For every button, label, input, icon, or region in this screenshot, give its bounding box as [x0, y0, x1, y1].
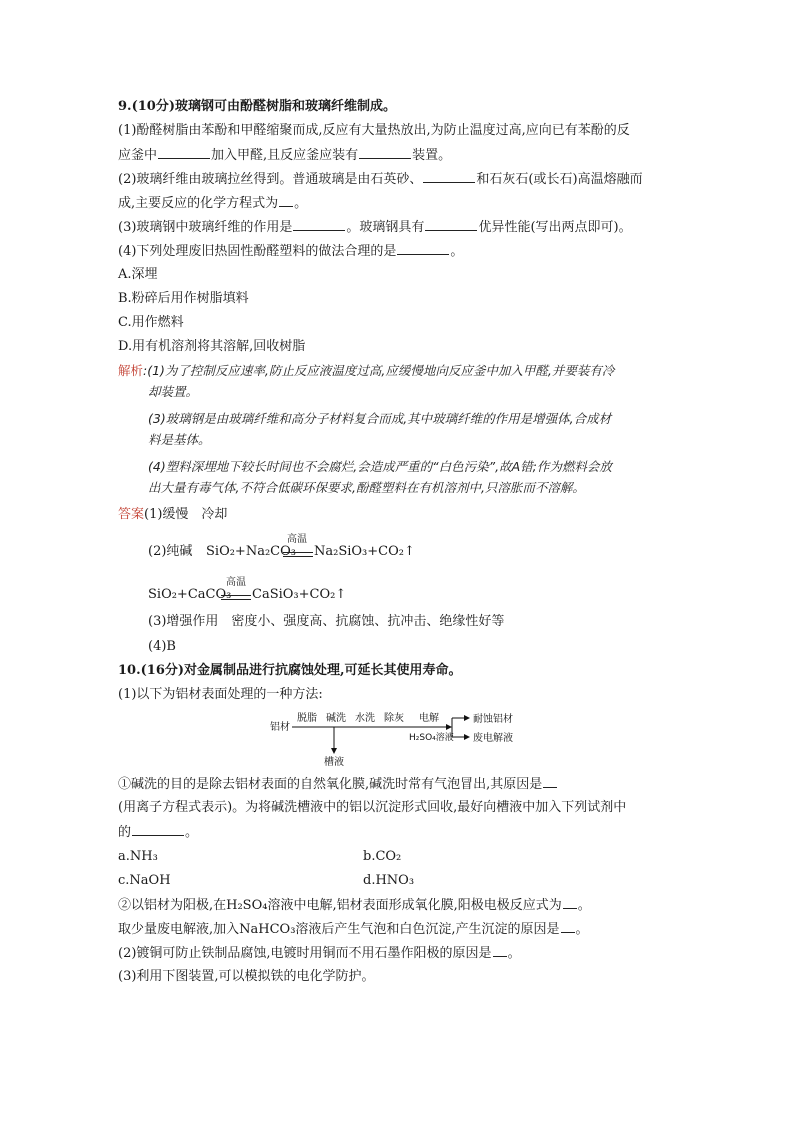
- eq2-double-bar: [221, 595, 251, 600]
- q10-i2b-end: 。: [575, 922, 589, 937]
- q10-option-d: d.HNO₃: [363, 873, 415, 888]
- q9-p2a-post: 和石灰石(或长石)高温熔融而: [476, 172, 643, 187]
- flow-step-electrolysis: 电解: [419, 713, 439, 724]
- q9-blank-2[interactable]: [359, 146, 411, 159]
- q10-option-b: b.CO₂: [363, 849, 402, 864]
- q10-option-c: c.NaOH: [118, 873, 171, 888]
- q10-i1c-pre: 的: [118, 825, 132, 840]
- flow-output-corrosion-resistant: 耐蚀铝材: [473, 714, 513, 725]
- q10-i2a-end: 。: [577, 898, 591, 913]
- q9-analysis-line6: 出大量有毒气体,不符合低碳环保要求,酚醛塑料在有机溶剂中,只溶胀而不溶解。: [148, 480, 585, 495]
- q9-p4-post: 。: [450, 244, 464, 259]
- q10-blank-2[interactable]: [132, 823, 184, 836]
- eq1-double-bar: [283, 552, 313, 557]
- flow-output-waste-electrolyte: 废电解液: [473, 733, 513, 744]
- q9-p1b-post: 装置。: [412, 148, 452, 163]
- q9-p1b-pre: 应釜中: [118, 148, 158, 163]
- eq2-condition: 高温: [226, 577, 246, 588]
- flow-top-arrowhead: [464, 715, 470, 721]
- q10-options-row1: [118, 848, 678, 866]
- q9-p3-post: 优异性能(写出两点即可)。: [478, 220, 632, 235]
- q9-p2b-end: 。: [294, 196, 308, 211]
- flow-step-alkali-wash: 碱洗: [326, 713, 346, 724]
- q10-item2-line2: [118, 920, 678, 939]
- q10-p2-end: 。: [507, 946, 521, 961]
- answer-2-label: (2)纯碱: [148, 544, 193, 559]
- q10-i1c-post: 。: [185, 825, 199, 840]
- q10-stem: [118, 662, 678, 680]
- q10-part1: (1)以下为铝材表面处理的一种方法:: [118, 687, 323, 702]
- q10-blank-4[interactable]: [561, 920, 575, 933]
- q10-stem-text: 10.(16分)对金属制品进行抗腐蚀处理,可延长其使用寿命。: [118, 663, 462, 678]
- q10-options-row2: [118, 872, 678, 890]
- q9-blank-5[interactable]: [293, 218, 345, 231]
- q10-p2: (2)镀铜可防止铁制品腐蚀,电镀时用铜而不用石墨作阳极的原因是: [118, 946, 492, 961]
- q9-answer-line1: [118, 506, 678, 524]
- analysis-label: 解析: [118, 363, 144, 378]
- q10-i2a: ②以铝材为阳极,在H₂SO₄溶液中电解,铝材表面形成氧化膜,阳极电极反应式为: [118, 898, 562, 913]
- q10-part3: (3)利用下图装置,可以模拟铁的电化学防护。: [118, 969, 375, 984]
- q9-stem: [118, 98, 678, 116]
- q9-option-c: C.用作燃料: [118, 315, 184, 330]
- q9-p2a-pre: (2)玻璃纤维由玻璃拉丝得到。普通玻璃是由石英砂、: [118, 172, 423, 187]
- q9-blank-7[interactable]: [397, 242, 449, 255]
- eq2-right: CaSiO₃+CO₂↑: [252, 587, 347, 602]
- q9-blank-6[interactable]: [425, 218, 477, 231]
- flow-step-degrease: 脱脂: [297, 713, 317, 724]
- q9-part3: [118, 218, 678, 237]
- q9-part2-line1: [118, 170, 678, 189]
- q9-part2-line2: [118, 194, 678, 213]
- q9-blank-1[interactable]: [158, 146, 210, 159]
- answer-3: (3)增强作用 密度小、强度高、抗腐蚀、抗冲击、绝缘性好等: [148, 614, 505, 629]
- analysis-text-1: :(1)为了控制反应速率,防止反应液温度过高,应缓慢地向反应釜中加入甲醛,并要装有冷: [143, 363, 615, 378]
- q9-blank-4[interactable]: [279, 194, 293, 207]
- q9-option-a: A.深埋: [118, 267, 158, 282]
- answer-label: 答案: [118, 507, 145, 522]
- flow-main-arrowhead: [446, 724, 452, 730]
- flow-step-water-wash: 水洗: [355, 713, 375, 724]
- q9-p3-mid: 。玻璃钢具有: [346, 220, 425, 235]
- flow-bottom-arrowhead: [464, 734, 470, 740]
- aluminium-process-flow-diagram: [270, 710, 530, 766]
- q9-p2b: 成,主要反应的化学方程式为: [118, 196, 279, 211]
- q9-part4: [118, 242, 678, 261]
- q9-analysis-line4: 料是基体。: [148, 432, 211, 447]
- q9-stem-text: 9.(10分)玻璃钢可由酚醛树脂和玻璃纤维制成。: [118, 99, 396, 114]
- q9-analysis-line2: 却装置。: [148, 384, 199, 399]
- q10-option-a: a.NH₃: [118, 849, 158, 864]
- eq1-right: Na₂SiO₃+CO₂↑: [314, 544, 415, 559]
- q10-item1-line2: (用离子方程式表示)。为将碱洗槽液中的铝以沉淀形式回收,最好向槽液中加入下列试剂中: [118, 800, 627, 815]
- q10-i2b: 取少量废电解液,加入NaHCO₃溶液后产生气泡和白色沉淀,产生沉淀的原因是: [118, 922, 560, 937]
- answer-1: (1)缓慢 冷却: [144, 507, 228, 522]
- q9-blank-3[interactable]: [423, 170, 475, 183]
- q10-i1a: ①碱洗的目的是除去铝材表面的自然氧化膜,碱洗时常有气泡冒出,其原因是: [118, 777, 543, 792]
- q9-option-d: D.用有机溶剂将其溶解,回收树脂: [118, 339, 306, 354]
- q9-p3-pre: (3)玻璃钢中玻璃纤维的作用是: [118, 220, 293, 235]
- q10-blank-3[interactable]: [563, 896, 577, 909]
- flow-start-aluminium: 铝材: [270, 722, 290, 733]
- q9-analysis-line5: (4)塑料深埋地下较长时间也不会腐烂,会造成严重的“白色污染”,故A错;作为燃料会放: [148, 459, 612, 474]
- q10-blank-1[interactable]: [543, 775, 557, 788]
- eq2-left: SiO₂+CaCO₃: [148, 587, 232, 602]
- eq1-condition: 高温: [287, 534, 307, 545]
- q9-part1-line2: [118, 146, 678, 165]
- eq1-left: SiO₂+Na₂CO₃: [206, 544, 296, 559]
- q9-option-b: B.粉碎后用作树脂填料: [118, 291, 249, 306]
- q10-part2: [118, 944, 678, 963]
- flow-branch-tank-liquid: 槽液: [324, 757, 344, 766]
- q9-p4-pre: (4)下列处理废旧热固性酚醛塑料的做法合理的是: [118, 244, 397, 259]
- q10-blank-5[interactable]: [493, 944, 507, 957]
- q10-item2-line1: [118, 896, 678, 915]
- q9-part1-line1: (1)酚醛树脂由苯酚和甲醛缩聚而成,反应有大量热放出,为防止温度过高,应向已有苯酚的反: [118, 123, 630, 138]
- q10-item1-line3: [118, 823, 678, 842]
- q9-analysis-line1: [118, 362, 678, 380]
- q9-p1b-mid: 加入甲醛,且反应釜应装有: [211, 148, 359, 163]
- flow-branch-arrowhead: [331, 748, 337, 754]
- flow-step-remove-ash: 除灰: [384, 713, 404, 724]
- answer-4: (4)B: [148, 639, 176, 654]
- flow-step-electrolysis-solution: H₂SO₄溶液: [409, 733, 454, 743]
- q9-analysis-line3: (3)玻璃钢是由玻璃纤维和高分子材料复合而成,其中玻璃纤维的作用是增强体,合成材: [148, 411, 612, 426]
- q10-item1-line1: [118, 775, 678, 794]
